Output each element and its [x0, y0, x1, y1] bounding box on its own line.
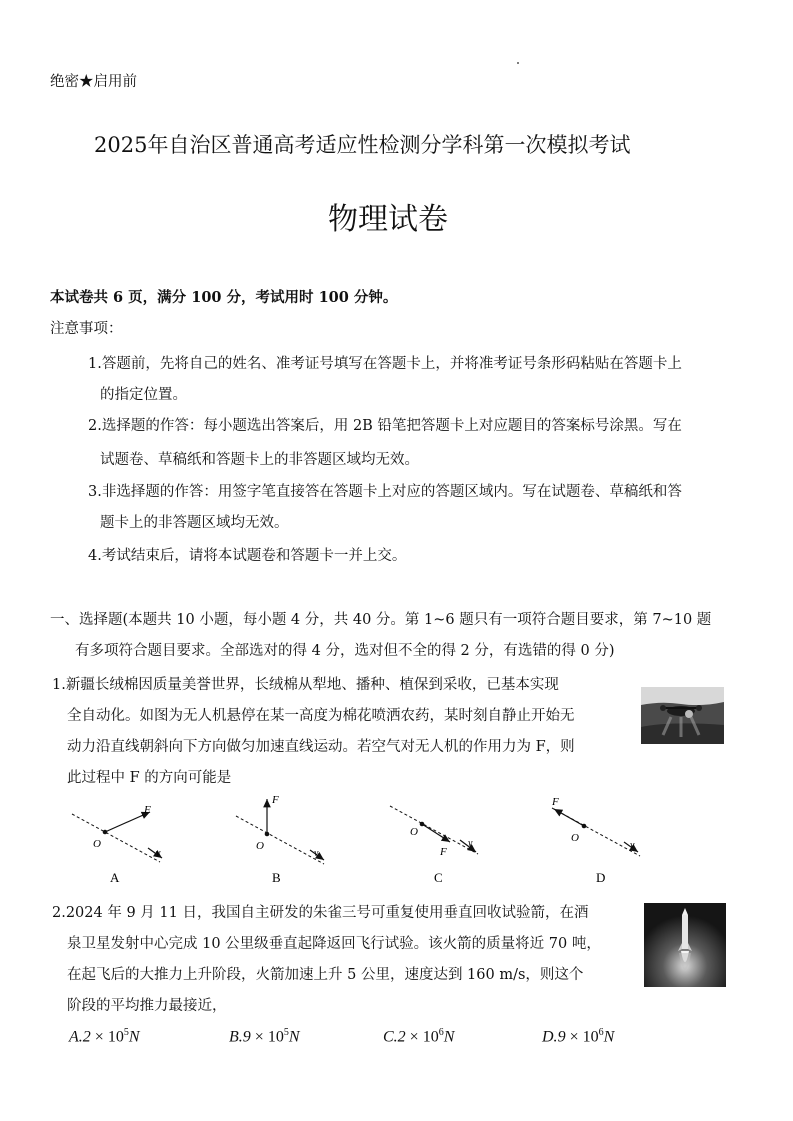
times-sign: × [94, 1028, 104, 1046]
exam-info: 本试卷共 6 页，满分 100 分，考试用时 100 分钟。 [50, 289, 398, 306]
note-line: 1.答题前，先将自己的姓名、准考证号填写在答题卡上，并将准考证号条形码粘贴在答题卡上 [88, 356, 682, 372]
option-exponent: 6 [438, 1027, 444, 1038]
q1-text: 1.新疆长绒棉因质量美誉世界，长绒棉从犁地、播种、植保到采收，已基本实现 [52, 677, 559, 693]
option-mantissa: 9 [242, 1028, 251, 1046]
option-mantissa: 2 [397, 1028, 406, 1046]
option-base: 10 [422, 1028, 439, 1046]
note-line: 试题卷、草稿纸和答题卡上的非答题区域均无效。 [100, 452, 419, 468]
option-unit: N [128, 1028, 140, 1046]
note-line: 题卡上的非答题区域均无效。 [100, 515, 289, 531]
drone-photo [641, 687, 724, 744]
option-b-diagram [236, 794, 324, 885]
subject-title: 物理试卷 [328, 202, 448, 237]
velocity-label: v [630, 840, 635, 851]
times-sign: × [409, 1028, 419, 1046]
q1-options-diagram [60, 792, 680, 887]
option-c-diagram [390, 806, 478, 885]
force-label: F [440, 846, 447, 858]
note-line: 4.考试结束后，请将本试题卷和答题卡一并上交。 [88, 548, 407, 564]
velocity-label: v [468, 838, 473, 849]
origin-label: O [571, 832, 579, 844]
origin-label: O [93, 838, 101, 850]
origin-label: O [256, 840, 264, 852]
section-heading-cont: 有多项符合题目要求。全部选对的得 4 分，选对但不全的得 2 分，有选错的得 0 分) [75, 643, 615, 659]
option-a-diagram [72, 804, 162, 885]
option-mantissa: 9 [557, 1028, 566, 1046]
option-exponent: 5 [283, 1027, 289, 1038]
times-sign: × [569, 1028, 579, 1046]
option-base: 10 [107, 1028, 124, 1046]
velocity-label: v [314, 848, 319, 859]
force-label: F [552, 796, 559, 808]
scan-dot [517, 62, 519, 64]
secret-label: 绝密★启用前 [50, 74, 137, 90]
notes-heading: 注意事项： [50, 321, 123, 337]
note-line: 的指定位置。 [100, 387, 187, 403]
q1-text: 动力沿直线朝斜向下方向做匀加速直线运动。若空气对无人机的作用力为 F，则 [67, 739, 575, 755]
option-unit: N [288, 1028, 300, 1046]
q2-text: 2.2024 年 9 月 11 日，我国自主研发的朱雀三号可重复使用垂直回收试验箭，在酒 [52, 905, 589, 921]
option-base: 10 [267, 1028, 284, 1046]
times-sign: × [254, 1028, 264, 1046]
option-mantissa: 2 [82, 1028, 91, 1046]
option-letter: B. [229, 1028, 243, 1046]
option-label: B [272, 870, 281, 885]
option-unit: N [603, 1028, 615, 1046]
option-letter: C. [383, 1028, 398, 1046]
option-label: A [110, 870, 120, 885]
q2-option-d[interactable] [542, 1027, 614, 1046]
q2-text: 阶段的平均推力最接近， [67, 998, 227, 1014]
note-line: 3.非选择题的作答：用签字笔直接答在答题卡上对应的答题区域内。写在试题卷、草稿纸和答 [88, 484, 682, 500]
note-line: 2.选择题的作答：每小题选出答案后，用 2B 铅笔把答题卡上对应题目的答案标号涂黑。写在 [88, 418, 682, 434]
option-letter: A. [69, 1028, 83, 1046]
q2-option-c[interactable] [383, 1027, 454, 1046]
rocket-photo [644, 903, 726, 987]
force-label: F [144, 804, 151, 816]
q2-text: 在起飞后的大推力上升阶段，火箭加速上升 5 公里，速度达到 160 m/s，则这个 [67, 967, 584, 983]
q2-option-a[interactable] [69, 1027, 139, 1046]
q2-text: 泉卫星发射中心完成 10 公里级垂直起降返回飞行试验。该火箭的质量将近 70 吨， [67, 936, 601, 952]
option-exponent: 6 [598, 1027, 604, 1038]
option-exponent: 5 [123, 1027, 129, 1038]
option-base: 10 [582, 1028, 599, 1046]
q1-text: 此过程中 F 的方向可能是 [67, 770, 232, 786]
option-label: D [596, 870, 606, 885]
option-unit: N [443, 1028, 455, 1046]
section-heading: 一、选择题(本题共 10 小题，每小题 4 分，共 40 分。第 1~6 题只有一项符合题目要求，第 7~10 题 [50, 612, 712, 628]
exam-title: 2025年自治区普通高考适应性检测分学科第一次模拟考试 [94, 133, 631, 157]
velocity-label: v [156, 848, 161, 859]
option-letter: D. [542, 1028, 558, 1046]
force-label: F [272, 794, 279, 806]
option-label: C [434, 870, 443, 885]
option-d-diagram [551, 796, 640, 885]
q1-text: 全自动化。如图为无人机悬停在某一高度为棉花喷洒农药，某时刻自静止开始无 [67, 708, 575, 724]
q2-option-b[interactable] [229, 1027, 299, 1046]
origin-label: O [410, 826, 418, 838]
